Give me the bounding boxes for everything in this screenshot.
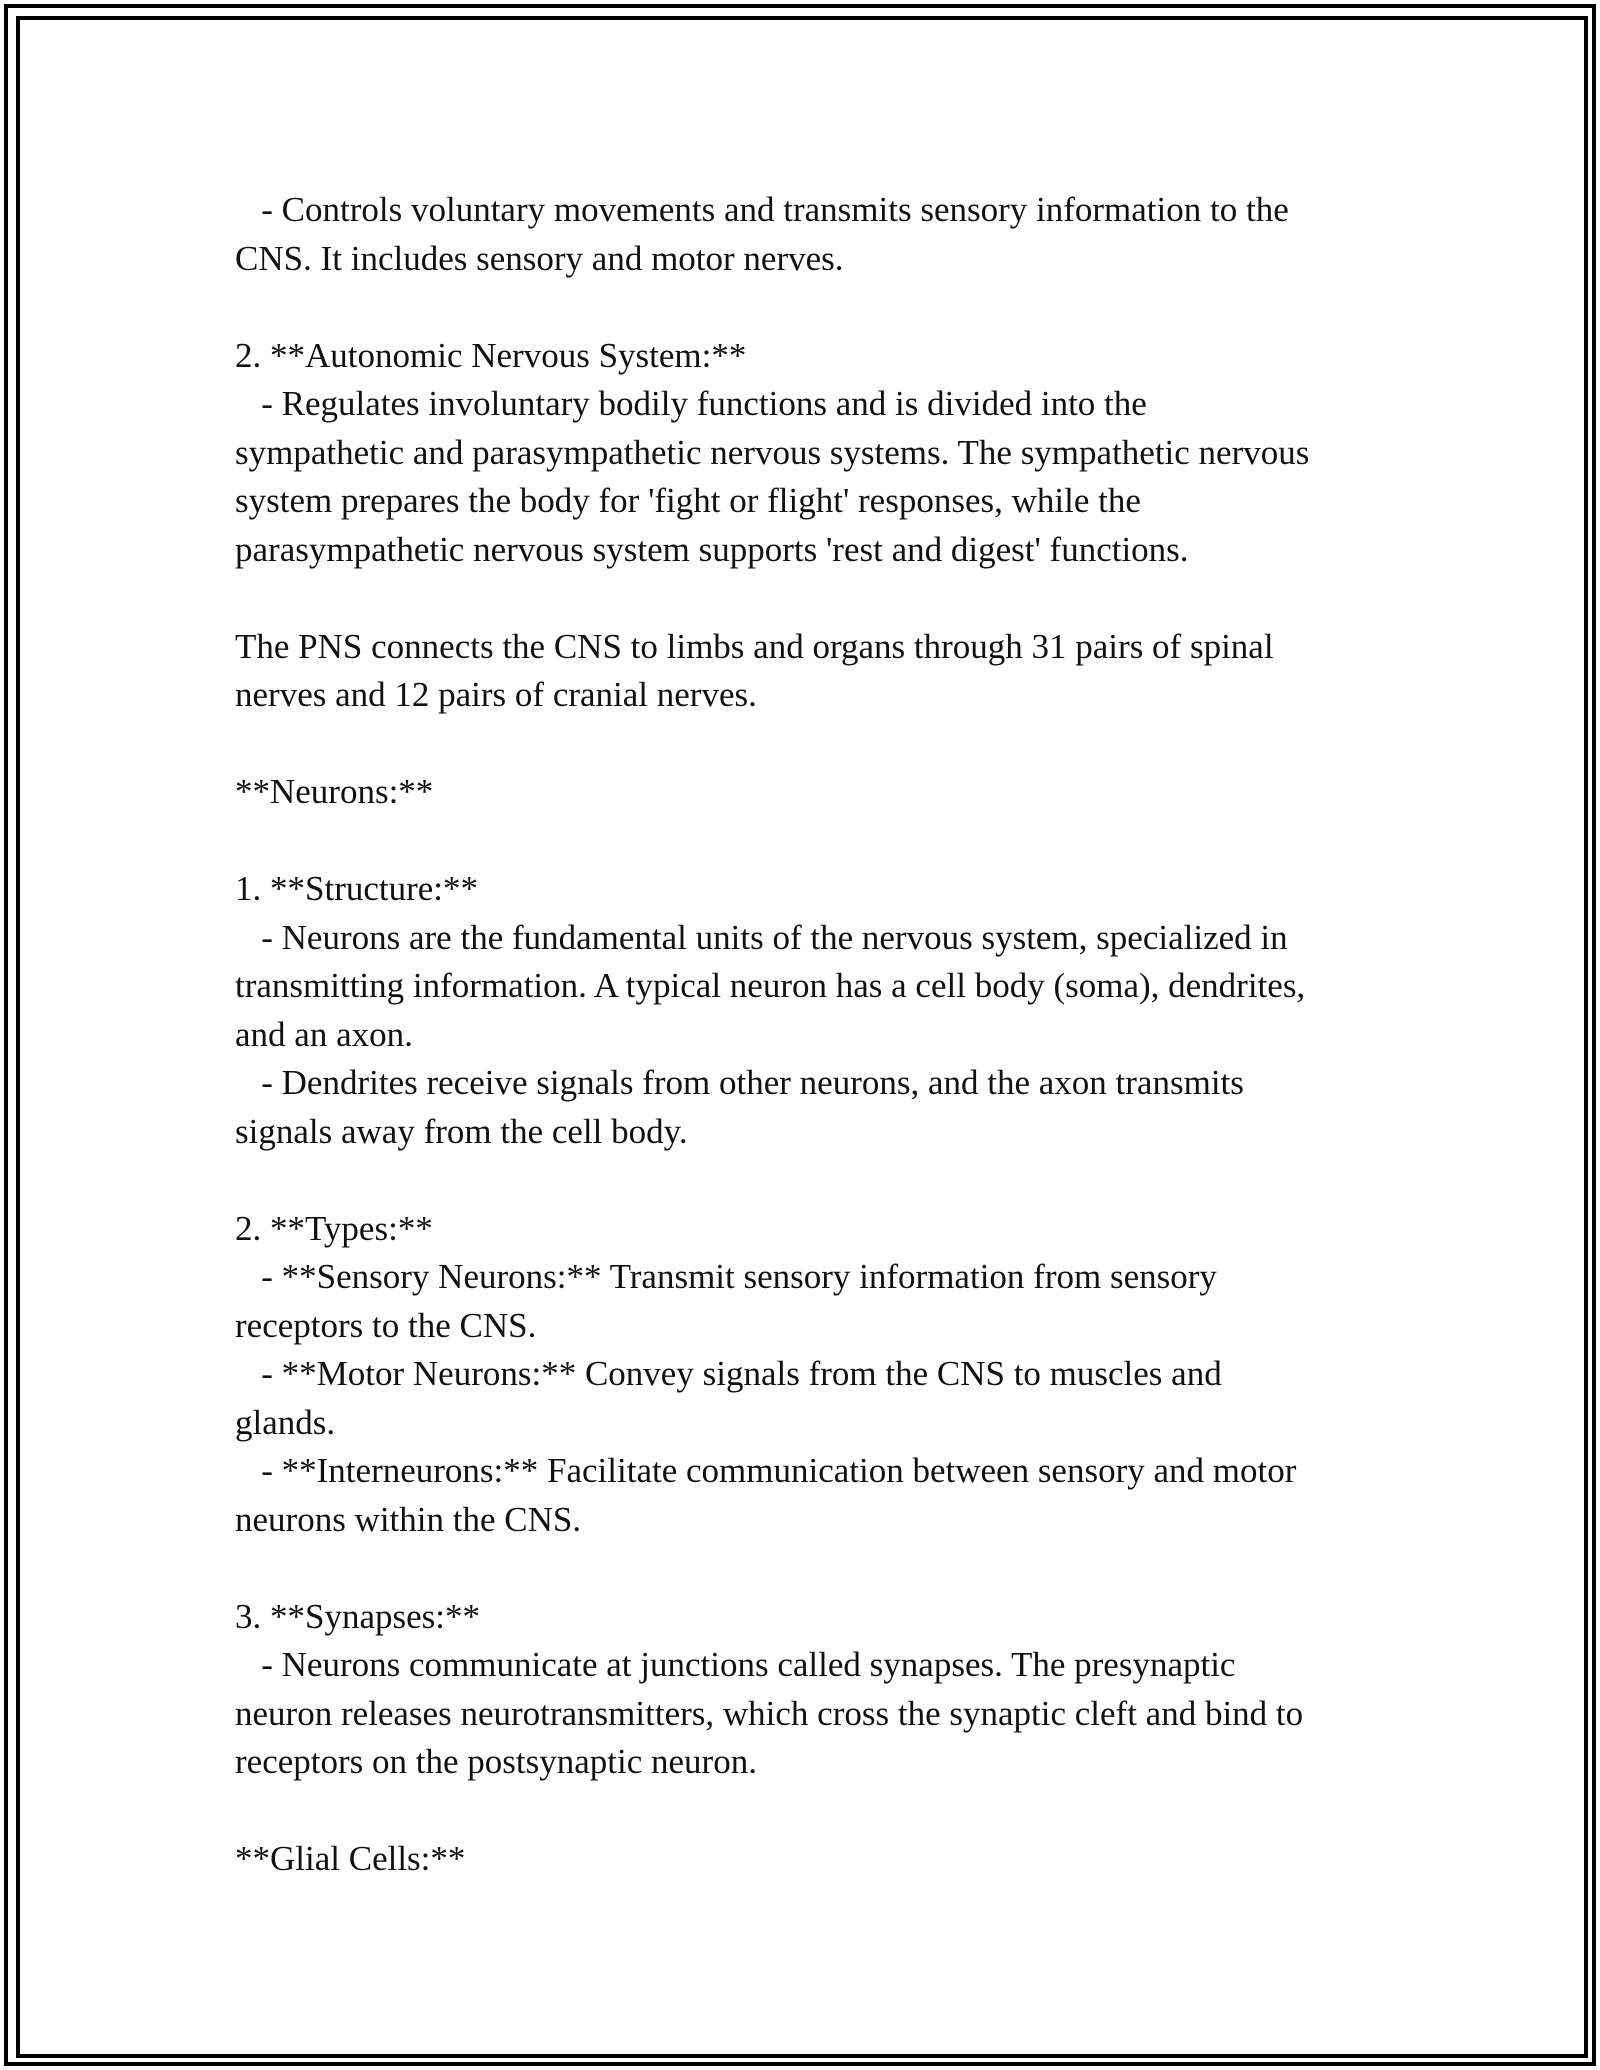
blank-line — [235, 817, 1375, 866]
text-line: and an axon. — [235, 1014, 413, 1054]
text-line: The PNS connects the CNS to limbs and organs through 31 pairs of spinal — [235, 626, 1274, 666]
blank-line — [235, 283, 1375, 332]
blank-line — [235, 574, 1375, 623]
blank-line — [235, 1156, 1375, 1205]
text-line: neurons within the CNS. — [235, 1499, 582, 1539]
subsection-heading: 1. **Structure:** — [235, 869, 479, 908]
text-line: - Regulates involuntary bodily functions and is divided into the — [235, 384, 1147, 423]
text-line: - Neurons communicate at junctions called synapses. The presynaptic — [235, 1645, 1236, 1684]
text-line: - Controls voluntary movements and transmits sensory information to the — [235, 190, 1289, 229]
document-body — [235, 186, 1375, 1884]
text-line: nerves and 12 pairs of cranial nerves. — [235, 675, 757, 714]
text-line: system prepares the body for 'fight or flight' responses, while the — [235, 481, 1141, 520]
text-line: transmitting information. A typical neuron has a cell body (soma), dendrites, — [235, 966, 1306, 1005]
text-line: - **Interneurons:** Facilitate communication between sensory and motor — [235, 1451, 1297, 1490]
subsection-heading: 2. **Types:** — [235, 1208, 433, 1248]
blank-line — [235, 1787, 1375, 1836]
text-line: CNS. It includes sensory and motor nerves. — [235, 238, 844, 278]
section-heading: 2. **Autonomic Nervous System:** — [235, 335, 747, 375]
subsection-heading: 3. **Synapses:** — [235, 1596, 480, 1636]
text-line: glands. — [235, 1402, 336, 1442]
text-line: neuron releases neurotransmitters, which cross the synaptic cleft and bind to — [235, 1693, 1304, 1733]
blank-line — [235, 1544, 1375, 1593]
text-line: parasympathetic nervous system supports 'rest and digest' functions. — [235, 529, 1189, 569]
section-heading: **Neurons:** — [235, 772, 434, 811]
text-line: sympathetic and parasympathetic nervous systems. The sympathetic nervous — [235, 432, 1310, 472]
text-line: receptors on the postsynaptic neuron. — [235, 1742, 757, 1781]
text-line: - **Sensory Neurons:** Transmit sensory information from sensory — [235, 1257, 1217, 1296]
text-line: signals away from the cell body. — [235, 1111, 688, 1151]
section-heading: **Glial Cells:** — [235, 1839, 466, 1878]
text-line: receptors to the CNS. — [235, 1305, 537, 1345]
text-line: - Neurons are the fundamental units of the nervous system, specialized in — [235, 917, 1288, 957]
text-line: - **Motor Neurons:** Convey signals from the CNS to muscles and — [235, 1354, 1222, 1393]
text-line: - Dendrites receive signals from other neurons, and the axon transmits — [235, 1063, 1244, 1102]
blank-line — [235, 720, 1375, 769]
